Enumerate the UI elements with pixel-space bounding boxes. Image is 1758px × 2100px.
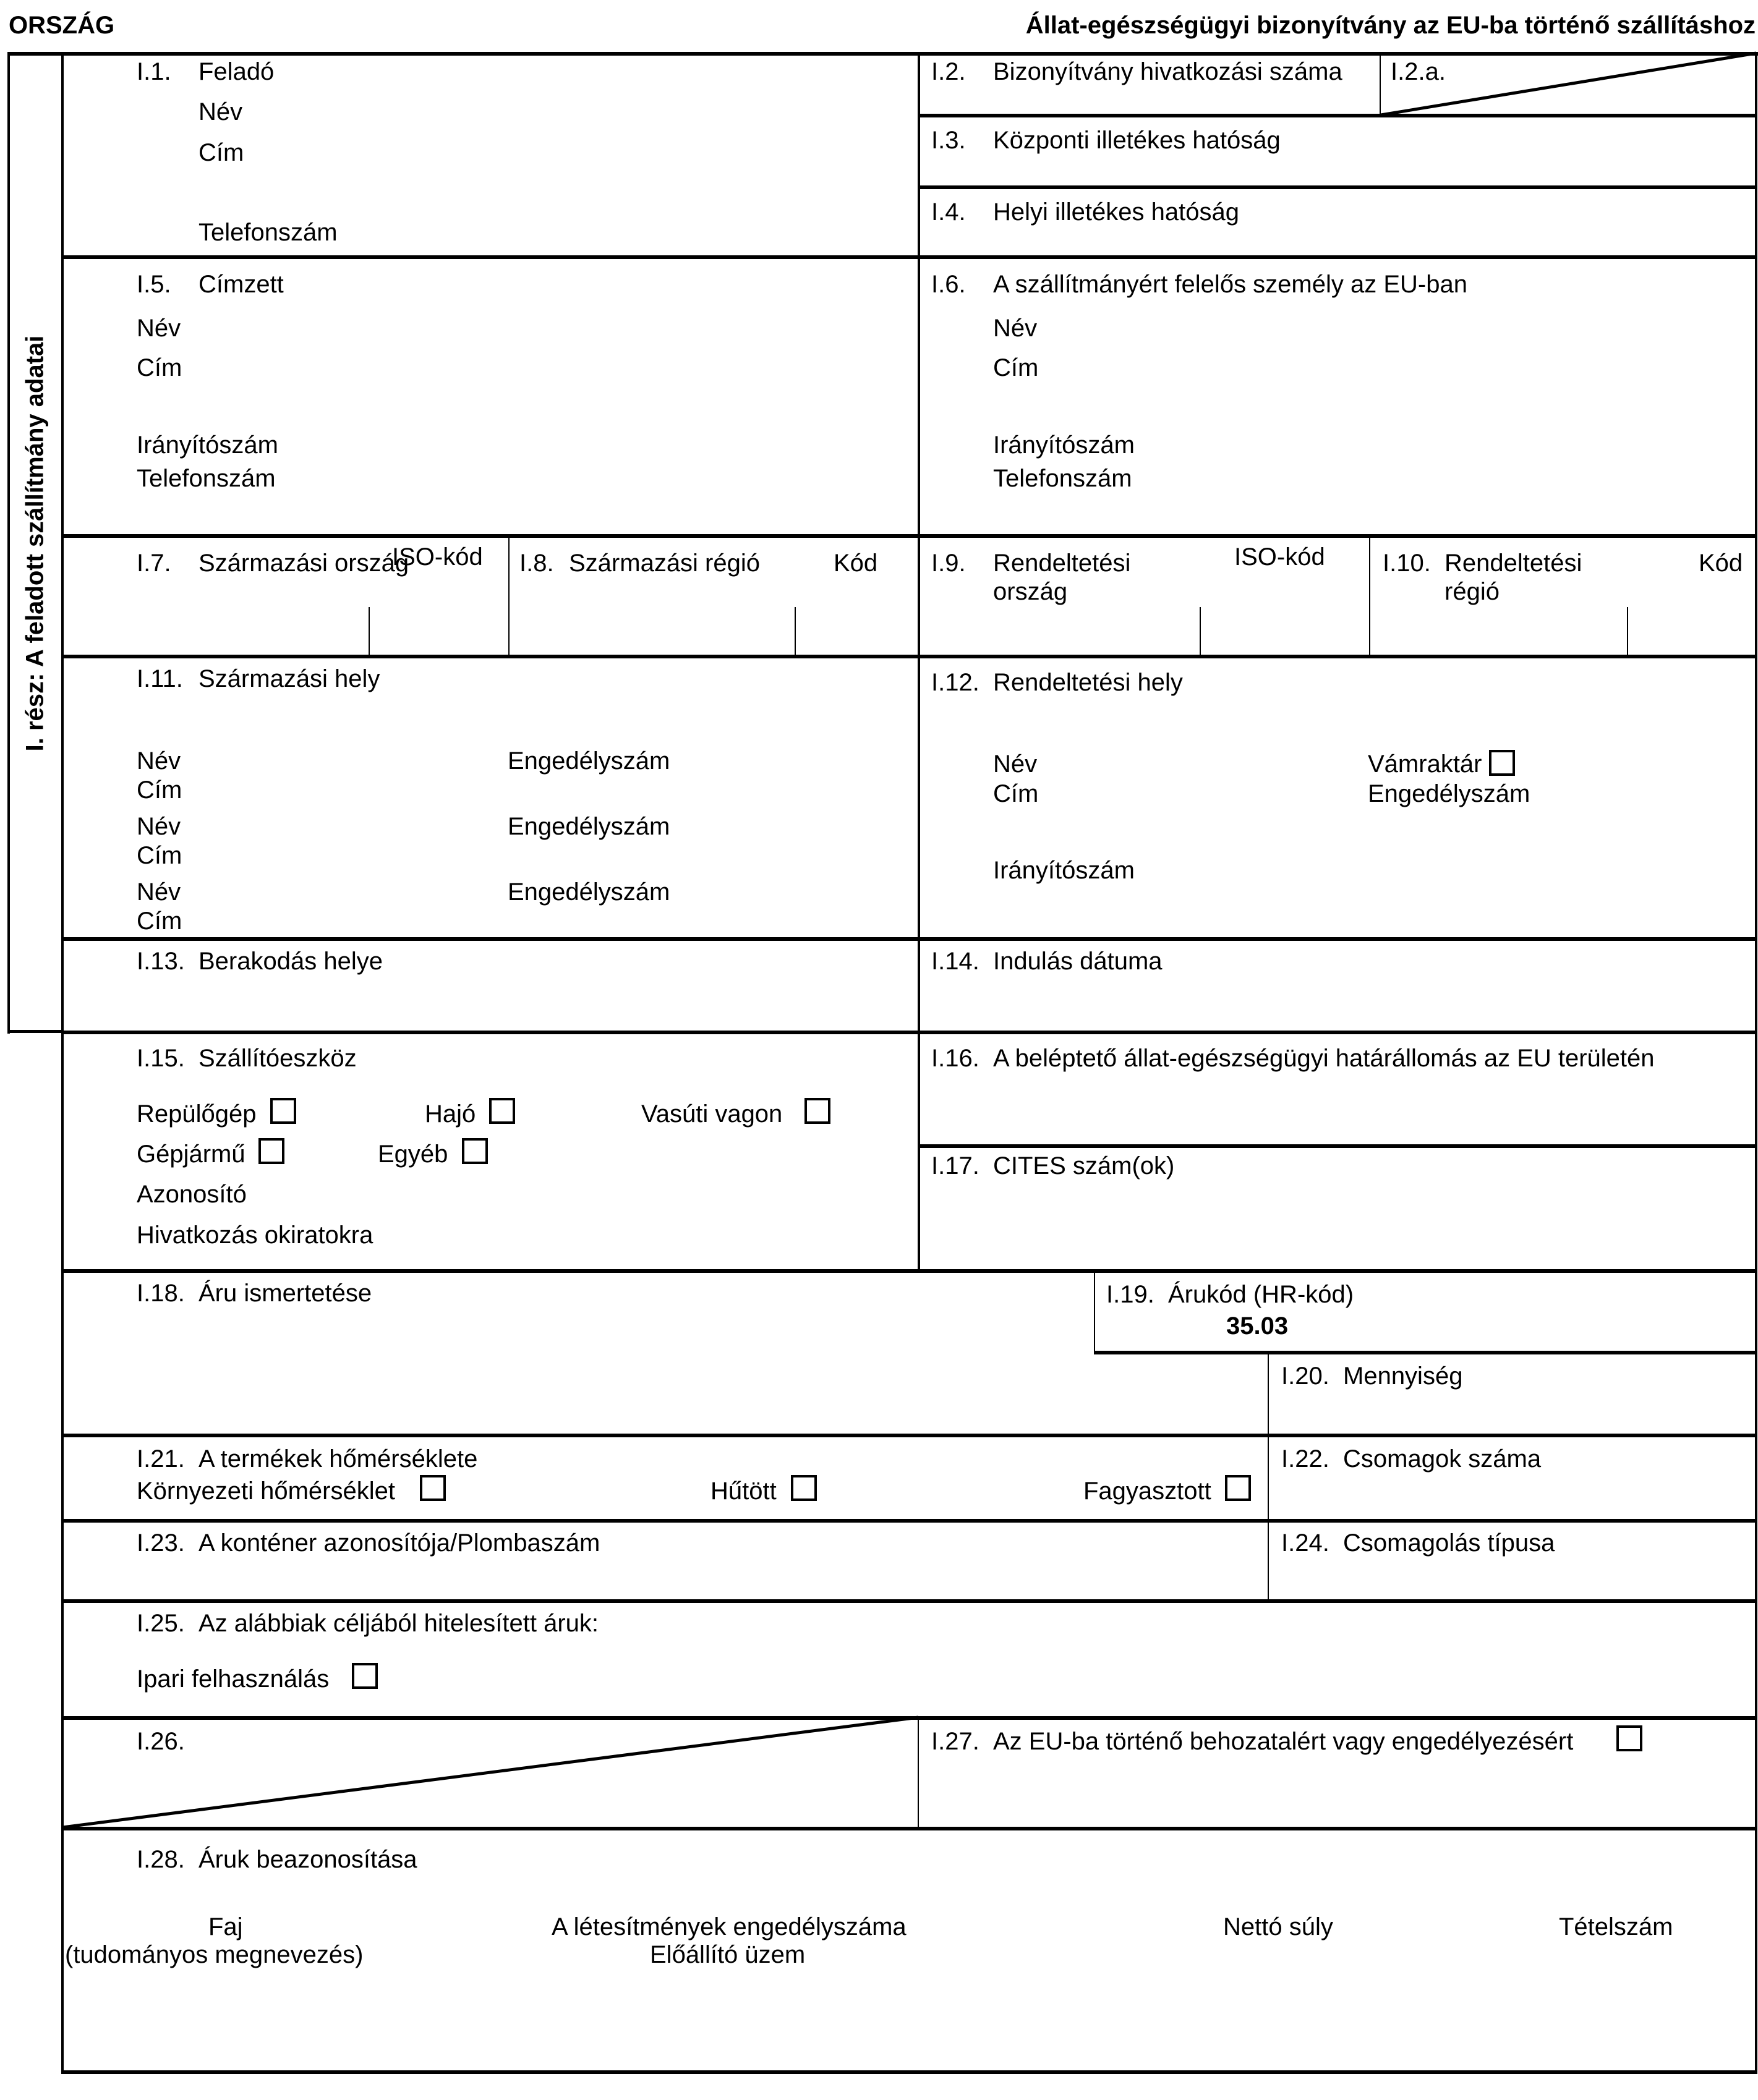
field-title: Származási hely [198,665,380,692]
customs-warehouse-label: Vámraktár [1368,750,1482,778]
name-label: Név [198,98,243,125]
approval-label: Engedélyszám [508,747,670,775]
other-transport-checkbox[interactable] [462,1138,488,1164]
phone-label: Telefonszám [993,465,1132,492]
field-title: A konténer azonosítója/Plombaszám [198,1529,600,1557]
iso-code-label: ISO-kód [392,543,483,571]
transport-option-road-vehicle-label: Gépjármű [137,1141,245,1168]
field-i20-quantity[interactable] [1270,1354,1755,1434]
field-i15-means-of-transport[interactable] [62,1034,918,1269]
code-label: Kód [834,550,878,577]
field-number: I.7. [137,550,171,577]
customs-warehouse-checkbox[interactable] [1489,750,1515,776]
field-number: I.9. [931,550,966,577]
field-i19-commodity-code[interactable] [1096,1273,1755,1351]
road-vehicle-checkbox[interactable] [258,1138,284,1164]
field-number: I.8. [519,550,554,577]
ship-checkbox[interactable] [489,1098,515,1124]
phone-label: Telefonszám [198,219,338,246]
field-number: I.1. [137,58,171,85]
field-title: Szállítóeszköz [198,1045,357,1072]
identification-label: Azonosító [137,1181,247,1208]
railway-wagon-checkbox[interactable] [804,1098,830,1124]
field-title: Rendeltetési hely [993,669,1183,696]
field-i14-date-of-departure[interactable] [920,941,1755,1031]
field-number: I.23. [137,1529,185,1557]
field-number: I.19. [1106,1281,1154,1308]
frozen-checkbox[interactable] [1225,1475,1251,1501]
field-title-line1: Rendeltetési [1444,550,1582,577]
postcode-label: Irányítószám [137,431,278,459]
column-header-species: Faj [208,1913,243,1941]
field-i23-container-seal[interactable] [62,1523,1268,1599]
document-reference-label: Hivatkozás okiratokra [137,1222,373,1249]
frozen-label: Fagyasztott [1083,1477,1211,1505]
field-i2-certificate-reference[interactable] [920,54,1380,114]
field-number: I.11. [137,665,183,692]
field-title: Helyi illetékes hatóság [993,198,1239,226]
postcode-label: Irányítószám [993,431,1135,459]
field-i1-consignor[interactable] [62,54,918,255]
field-number: I.22. [1281,1445,1329,1473]
field-title: Indulás dátuma [993,948,1163,975]
field-i8-region-of-origin[interactable] [511,538,918,655]
transport-option-aeroplane-label: Repülőgép [137,1100,257,1128]
import-admission-checkbox[interactable] [1616,1725,1642,1751]
field-number: I.10. [1383,550,1431,577]
field-title: Berakodás helye [198,948,383,975]
field-title: Az EU-ba történő behozatalért vagy engedélyezésért [993,1728,1574,1755]
address-label: Cím [137,842,182,869]
field-number: I.25. [137,1610,185,1637]
field-number: I.13. [137,948,185,975]
address-label: Cím [993,354,1039,381]
field-i4-local-authority[interactable] [920,189,1755,255]
name-label: Név [137,878,181,906]
field-number: I.4. [931,198,966,226]
field-i17-cites-numbers[interactable] [920,1148,1755,1269]
field-i6-responsible-person[interactable] [920,259,1755,534]
field-i16-entry-bip[interactable] [920,1034,1755,1144]
field-i28-identification-of-commodities[interactable] [62,1830,1755,2070]
field-title: Származási régió [569,550,761,577]
field-title: CITES szám(ok) [993,1152,1175,1180]
field-i5-consignee[interactable] [62,259,918,534]
column-header-approval: A létesítmények engedélyszáma [552,1913,907,1941]
field-title-line2: régió [1444,578,1500,605]
name-label: Név [993,315,1038,342]
field-title: Az alábbiak céljából hitelesített áruk: [198,1610,599,1637]
address-label: Cím [137,354,182,381]
iso-code-label: ISO-kód [1234,543,1325,571]
field-number: I.24. [1281,1529,1329,1557]
field-title: Áru ismertetése [198,1280,372,1307]
field-title: Áruk beazonosítása [198,1846,417,1873]
chilled-label: Hűtött [710,1477,777,1505]
field-title: Bizonyítvány hivatkozási száma [993,58,1342,85]
field-number: I.18. [137,1280,185,1307]
field-number: I.2.a. [1391,58,1446,85]
field-i3-central-authority[interactable] [920,117,1755,185]
field-i7-country-of-origin[interactable] [62,538,508,655]
field-title: Címzett [198,271,284,298]
address-label: Cím [137,776,182,804]
field-number: I.14. [931,948,979,975]
field-i12-place-of-destination[interactable] [920,658,1755,937]
field-number: I.27. [931,1728,979,1755]
approval-label: Engedélyszám [508,813,670,840]
aeroplane-checkbox[interactable] [270,1098,296,1124]
field-i10-region-of-destination[interactable] [1372,538,1755,655]
field-i2a [1382,54,1755,114]
field-title: Csomagok száma [1343,1445,1542,1473]
field-number: I.20. [1281,1362,1329,1390]
field-i27-import-admission[interactable] [920,1720,1755,1827]
field-title: Származási ország [198,550,409,577]
field-i11-place-of-origin[interactable] [62,658,918,937]
field-number: I.2. [931,58,966,85]
address-label: Cím [993,780,1039,807]
field-i21-temperature[interactable] [62,1437,1268,1519]
field-title: Központi illetékes hatóság [993,127,1281,154]
field-number: I.28. [137,1846,185,1873]
field-number: I.3. [931,127,966,154]
field-i25-commodities-certified-for[interactable] [62,1603,1755,1716]
name-label: Név [137,315,181,342]
field-title: Árukód (HR-kód) [1168,1281,1354,1308]
transport-option-railway-label: Vasúti vagon [641,1100,783,1128]
field-title-line2: ország [993,578,1068,605]
address-label: Cím [137,908,182,935]
column-header-net-weight: Nettó súly [1223,1913,1333,1941]
field-number: I.17. [931,1152,979,1180]
field-i9-country-of-destination[interactable] [920,538,1369,655]
ambient-label: Környezeti hőmérséklet [137,1477,395,1505]
approval-label: Engedélyszám [1368,780,1530,807]
industrial-use-checkbox[interactable] [352,1663,378,1689]
field-number: I.6. [931,271,966,298]
postcode-label: Irányítószám [993,857,1135,884]
field-number: I.12. [931,669,979,696]
field-number: I.5. [137,271,171,298]
chilled-checkbox[interactable] [791,1475,817,1501]
field-i18-commodity-description[interactable] [62,1273,1094,1434]
address-label: Cím [198,139,244,166]
field-title: A beléptető állat-egészségügyi határállomás az EU területén [993,1045,1655,1072]
part-one-label: I. rész: A feladott szállítmány adatai [21,335,49,751]
transport-option-other-label: Egyéb [378,1141,448,1168]
certificate-title: Állat-egészségügyi bizonyítvány az EU-ba történő szállításhoz [1025,12,1756,39]
transport-option-ship-label: Hajó [425,1100,476,1128]
phone-label: Telefonszám [137,465,276,492]
field-number: I.16. [931,1045,979,1072]
country-label: ORSZÁG [9,12,115,39]
field-number: I.15. [137,1045,185,1072]
field-title: A termékek hőmérséklete [198,1445,478,1473]
field-number: I.26. [137,1728,185,1755]
column-header-batch-number: Tételszám [1559,1913,1673,1941]
name-label: Név [137,813,181,840]
column-header-manufacturing-plant: Előállító üzem [650,1941,806,1968]
name-label: Név [993,750,1038,778]
name-label: Név [137,747,181,775]
field-number: I.21. [137,1445,185,1473]
field-title-line1: Rendeltetési [993,550,1131,577]
field-i22-number-of-packages[interactable] [1270,1437,1755,1519]
field-title: Mennyiség [1343,1362,1463,1390]
approval-label: Engedélyszám [508,878,670,906]
field-i13-place-of-loading[interactable] [62,941,918,1031]
field-title: Csomagolás típusa [1343,1529,1555,1557]
industrial-use-label: Ipari felhasználás [137,1665,330,1693]
field-i26 [62,1720,918,1827]
commodity-code-value: 35.03 [1226,1312,1289,1340]
field-title: Feladó [198,58,275,85]
field-title: A szállítmányért felelős személy az EU-ban [993,271,1467,298]
code-label: Kód [1699,550,1743,577]
ambient-checkbox[interactable] [420,1475,446,1501]
field-i24-package-type[interactable] [1270,1523,1755,1599]
column-header-species-sub: (tudományos megnevezés) [65,1941,364,1968]
